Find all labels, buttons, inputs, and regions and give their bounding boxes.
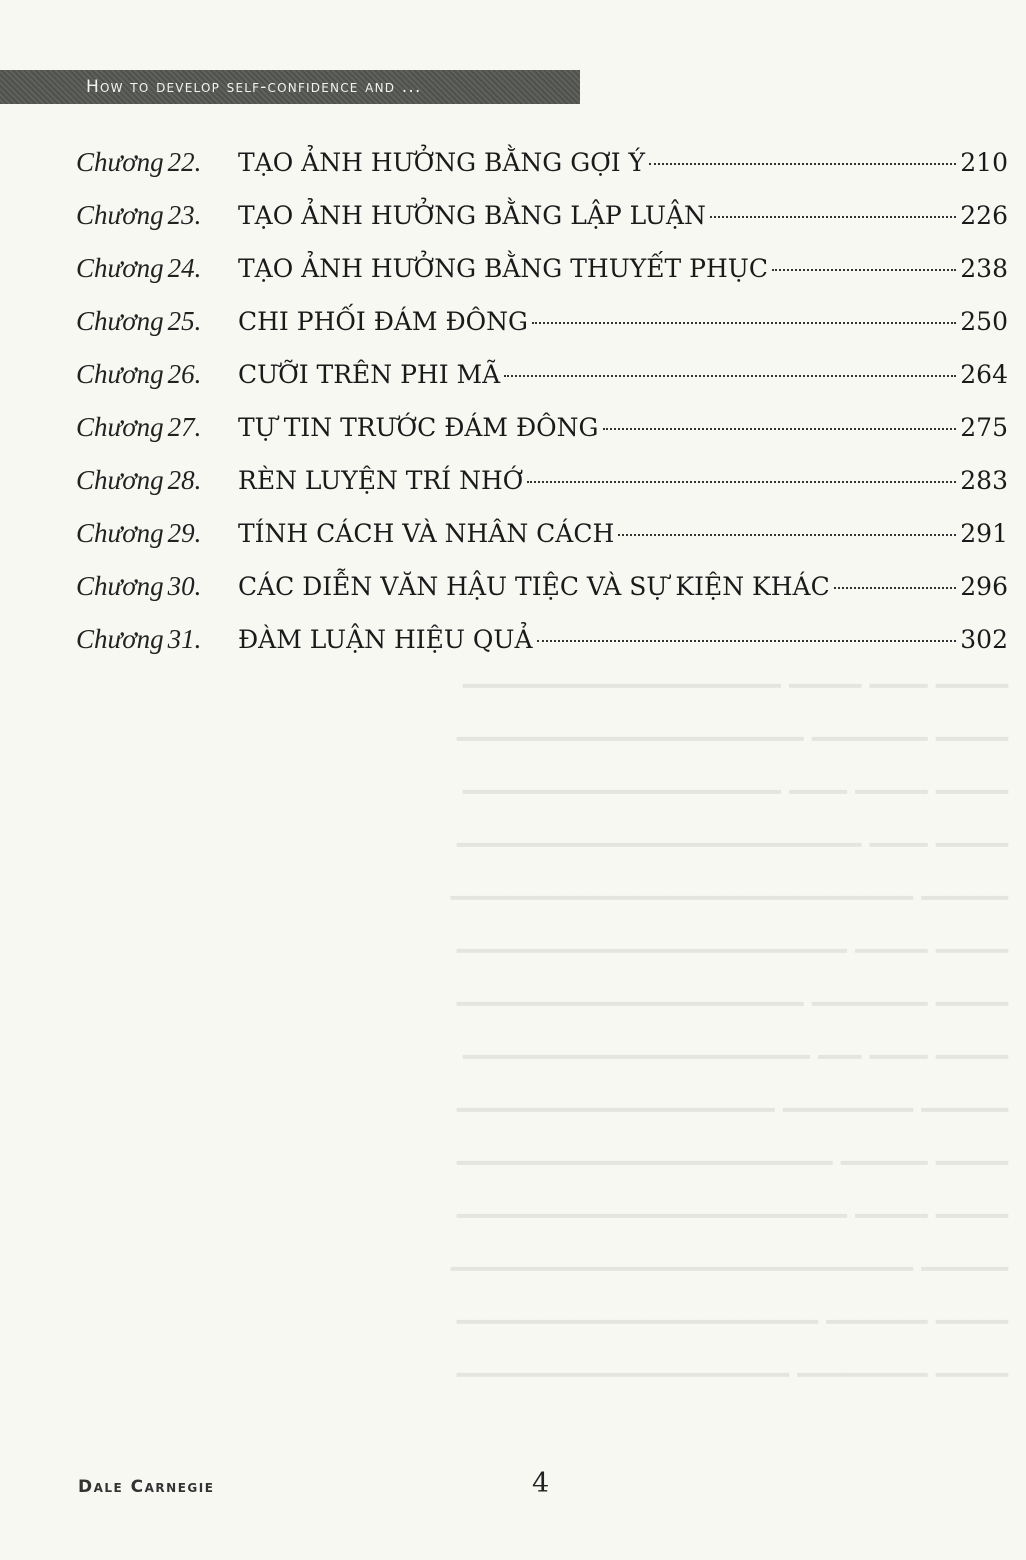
chapter-title: TẠO ẢNH HƯỞNG BẰNG LẬP LUẬN [238,201,706,230]
running-header-title: How to develop self-confidence and ... [86,77,422,97]
chapter-number: 31. [167,624,202,654]
chapter-page: 275 [960,413,1008,442]
dot-leader [537,640,957,642]
chapter-word: Chương [76,200,164,230]
dot-leader [532,322,956,324]
toc-entry [76,507,1008,560]
running-header [0,70,580,104]
chapter-word: Chương [76,253,164,283]
chapter-word: Chương [76,624,164,654]
toc-entry [76,348,1008,401]
chapter-page: 264 [960,360,1008,389]
dot-leader [618,534,956,536]
chapter-number: 28. [167,465,202,495]
chapter-number: 22. [167,147,202,177]
chapter-title: TẠO ẢNH HƯỞNG BẰNG GỢI Ý [238,148,646,177]
toc-entry [76,189,1008,242]
chapter-page: 302 [960,625,1008,654]
toc-entry [76,613,1008,666]
chapter-label [76,401,238,454]
chapter-label [76,560,238,613]
chapter-number: 26. [167,359,202,389]
chapter-title: TỰ TIN TRƯỚC ĐÁM ĐÔNG [238,413,599,442]
chapter-label [76,189,238,242]
toc-entry [76,454,1008,507]
chapter-label [76,613,238,666]
chapter-title: ĐÀM LUẬN HIỆU QUẢ [238,625,533,654]
chapter-title: RÈN LUYỆN TRÍ NHỚ [238,466,524,495]
chapter-page: 210 [960,148,1008,177]
dot-leader [772,269,956,271]
chapter-word: Chương [76,306,164,336]
chapter-title: TÍNH CÁCH VÀ NHÂN CÁCH [238,519,615,548]
chapter-word: Chương [76,359,164,389]
dot-leader [603,428,957,430]
toc-entry [76,401,1008,454]
chapter-number: 25. [167,306,202,336]
chapter-word: Chương [76,571,164,601]
chapter-label [76,136,238,189]
chapter-title: TẠO ẢNH HƯỞNG BẰNG THUYẾT PHỤC [238,254,768,283]
chapter-title: CÁC DIỄN VĂN HẬU TIỆC VÀ SỰ KIỆN KHÁC [238,572,830,601]
chapter-word: Chương [76,147,164,177]
chapter-page: 296 [960,572,1008,601]
chapter-page: 250 [960,307,1008,336]
chapter-title: CƯỠI TRÊN PHI MÃ [238,360,501,389]
chapter-number: 24. [167,253,202,283]
chapter-page: 238 [960,254,1008,283]
chapter-number: 27. [167,412,202,442]
dot-leader [527,481,956,483]
dot-leader [504,375,956,377]
chapter-number: 29. [167,518,202,548]
chapter-label [76,507,238,560]
chapter-label [76,348,238,401]
chapter-word: Chương [76,518,164,548]
chapter-number: 30. [167,571,202,601]
chapter-word: Chương [76,412,164,442]
chapter-label [76,295,238,348]
toc-entry [76,136,1008,189]
footer-author: Dale Carnegie [78,1477,215,1497]
chapter-label [76,454,238,507]
toc-entry [76,560,1008,613]
dot-leader [834,587,957,589]
footer-page-number: 4 [532,1468,550,1499]
chapter-page: 283 [960,466,1008,495]
dot-leader [710,216,956,218]
dot-leader [649,163,956,165]
chapter-page: 226 [960,201,1008,230]
chapter-word: Chương [76,465,164,495]
chapter-page: 291 [960,519,1008,548]
toc-entry [76,295,1008,348]
chapter-label [76,242,238,295]
table-of-contents [76,136,1008,666]
toc-entry [76,242,1008,295]
bleed-through-texture: ━━━━━ ━━━━ ━━━━━ ━━━━━━━━━━━━━━━━━━━━━━ ━━━━━ ━━━━━━━━ ━━━━━━━━━━━━━━━━━━━━━━━━ ━━━━━ ━━━━━ ━━━━ ━━━━━━━━━━━━━━━━━━━━━━ ━━━━━ ━━━━ ━━━━━━━━━━━━━━━━━━━━━━━━━━━━ ━━━━━━ ━━━━━━━━━━━━━━━━━━━━━━━━━━━━━━━━ ━━━━━ ━━━━━ ━━━━━━━━━━━━━━━━━━━━━━━━━━━ ━━━━━ ━━━━━━━━ ━━━━━━━━━━━━━━━━━━━━━━━━ ━━━━━ ━━━━ ━━━ ━━━━━━━━━━━━━━━━━━━━━━━━ ━━━━━━ ━━━━━━━━━ ━━━━━━━━━━━━━━━━━━━━━━ ━━━━━ ━━━━━━ ━━━━━━━━━━━━━━━━━━━━━━━━━━ ━━━━━ ━━━━━ ━━━━━━━━━━━━━━━━━━━━━━━━━━━ ━━━━━━ ━━━━━━━━━━━━━━━━━━━━━━━━━━━━━━━━ ━━━━━ ━━━━━━━ ━━━━━━━━━━━━━━━━━━━━━━━━━ ━━━━━ ━━━━━━━━━ ━━━━━━━━━━━━━━━━━━━━━━━ [450,672,1008,1389]
chapter-number: 23. [167,200,202,230]
chapter-title: CHI PHỐI ĐÁM ĐÔNG [238,307,528,336]
